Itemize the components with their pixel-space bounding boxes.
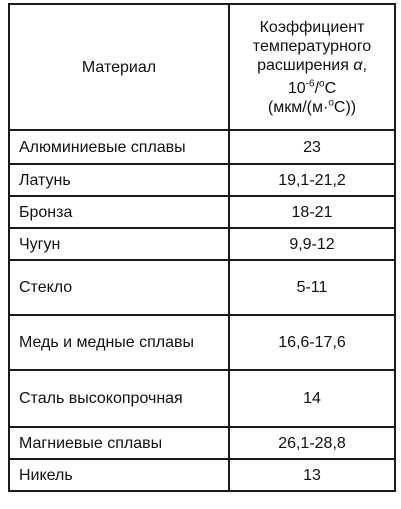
value-cell: 14 xyxy=(229,370,395,427)
value-cell: 13 xyxy=(229,459,395,491)
coef-header-line2: температурного xyxy=(252,37,372,55)
value-cell: 23 xyxy=(229,130,395,164)
table-row xyxy=(9,130,395,164)
value-cell: 16,6-17,6 xyxy=(229,315,395,370)
table-header-row xyxy=(9,4,395,130)
coefficient-column-header: Коэффициент температурного расширения α, $10^{-6}/^оC$ (мкм/(м·$^о$C)) xyxy=(229,4,395,130)
value-cell: 19,1-21,2 xyxy=(229,164,395,196)
material-cell: Алюминиевые сплавы xyxy=(9,130,229,164)
table-row xyxy=(9,260,395,315)
material-cell: Никель xyxy=(9,459,229,491)
value-cell: 5-11 xyxy=(229,260,395,315)
unit-line: $10^{-6}/^оC$ xyxy=(287,78,337,97)
table-row xyxy=(9,427,395,459)
material-cell: Чугун xyxy=(9,228,229,260)
material-cell: Медь и медные сплавы xyxy=(9,315,229,370)
value-cell: 9,9-12 xyxy=(229,228,395,260)
value-cell: 26,1-28,8 xyxy=(229,427,395,459)
material-cell: Латунь xyxy=(9,164,229,196)
material-cell: Магниевые сплавы xyxy=(9,427,229,459)
unit-line-2: (мкм/(м·$^о$C)) xyxy=(267,97,357,116)
coef-header-line3: расширения xyxy=(257,56,349,74)
table-row xyxy=(9,228,395,260)
table-row xyxy=(9,164,395,196)
table-row xyxy=(9,196,395,228)
properties-table xyxy=(8,3,396,492)
material-cell: Стекло xyxy=(9,260,229,315)
material-column-header: Материал xyxy=(9,4,229,130)
value-cell: 18-21 xyxy=(229,196,395,228)
table-row xyxy=(9,459,395,491)
material-cell: Бронза xyxy=(9,196,229,228)
table-row xyxy=(9,370,395,427)
coef-header-line1: Коэффициент xyxy=(259,18,365,36)
material-cell: Сталь высокопрочная xyxy=(9,370,229,427)
table-row xyxy=(9,315,395,370)
alpha-symbol: α xyxy=(353,56,363,74)
